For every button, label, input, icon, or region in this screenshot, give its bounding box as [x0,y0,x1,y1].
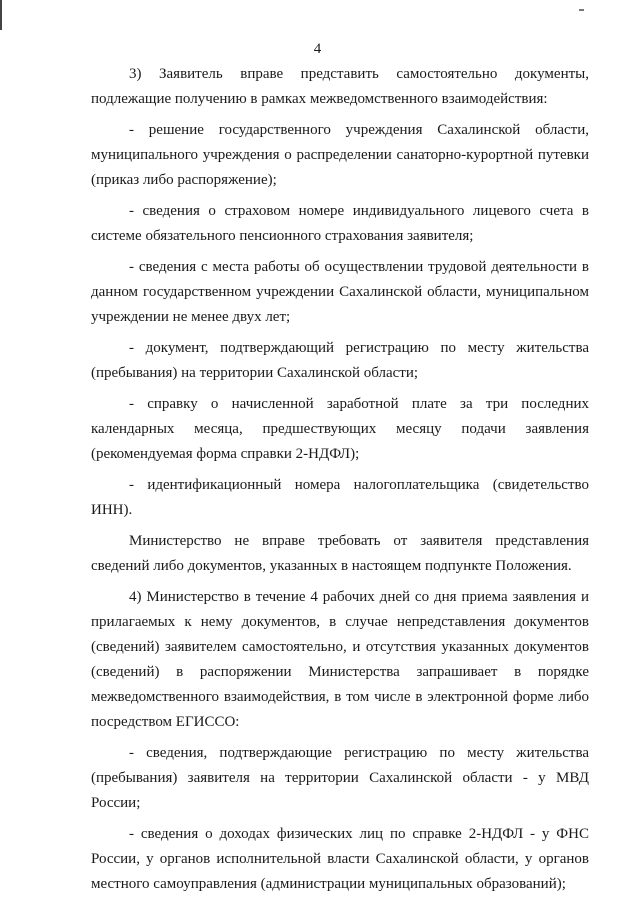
list-item-salary-certificate: - справку о начисленной заработной плате за три последних календарных месяца, предшествующих месяцу подачи заявления (рекомендуемая форма справки 2-НДФЛ); [91,396,589,462]
list-item-income-fns: - сведения о доходах физических лиц по справке 2-НДФЛ - у ФНС России, у органов исполнительной власти Сахалинской области, у органов местного самоуправления (администрации муниципальных образований); [91,826,589,892]
document-body [91,62,589,903]
scan-corner-mark [579,9,584,11]
list-item-employment: - сведения с места работы об осуществлении трудовой деятельности в данном государственном учреждении Сахалинской области, муниципальном учреждении не менее двух лет; [91,259,589,325]
page-number: 4 [313,41,322,57]
list-item-decision: - решение государственного учреждения Сахалинской области, муниципального учреждения о распределении санаторно-курортной путевки (приказ либо распоряжение); [91,122,589,188]
scan-edge-mark [0,0,2,30]
list-item-registration: - документ, подтверждающий регистрацию по месту жительства (пребывания) на территории Сахалинской области; [91,340,589,381]
paragraph-ministry-restriction: Министерство не вправе требовать от заявителя представления сведений либо документов, указанных в настоящем подпункте Положения. [91,533,589,574]
paragraph-item-4-intro: 4) Министерство в течение 4 рабочих дней со дня приема заявления и прилагаемых к нему документов, в случае непредставления документов (сведений) заявителем самостоятельно, и отсутствия указанных документов (сведений) в распоряжении Министерства запрашивает в порядке межведомственного взаимодействия, в том числе в электронной форме либо посредством ЕГИССО: [91,589,589,730]
list-item-insurance-number: - сведения о страховом номере индивидуального лицевого счета в системе обязательного пенсионного страхования заявителя; [91,203,589,244]
list-item-inn: - идентификационный номера налогоплательщика (свидетельство ИНН). [91,477,589,518]
paragraph-item-3-intro: 3) Заявитель вправе представить самостоятельно документы, подлежащие получению в рамках межведомственного взаимодействия: [91,66,589,107]
list-item-registration-mvd: - сведения, подтверждающие регистрацию по месту жительства (пребывания) заявителя на территории Сахалинской области - у МВД России; [91,745,589,811]
